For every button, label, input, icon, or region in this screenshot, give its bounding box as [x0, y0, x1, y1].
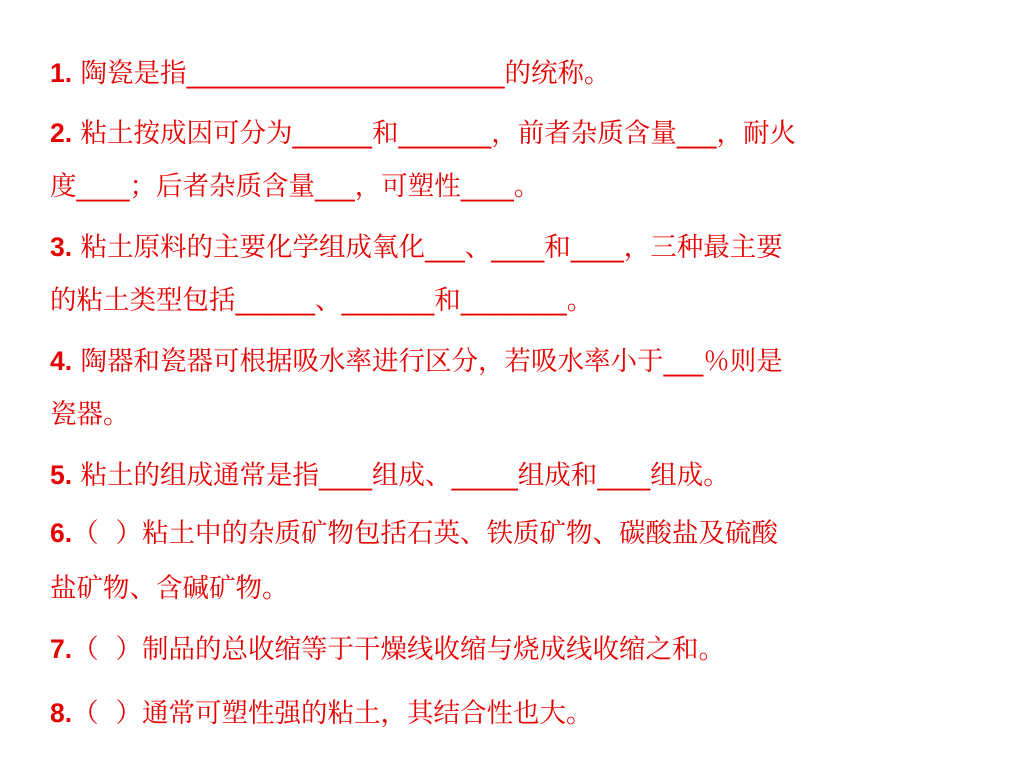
question-number: 4. [50, 346, 73, 376]
question-1 [50, 44, 1015, 103]
question-5 [50, 446, 1015, 505]
question-text: 瓷器。 [50, 399, 130, 430]
question-number: 1. [50, 58, 73, 88]
question-2-continued [50, 158, 1015, 216]
question-text: 的粘土类型包括______、_______和________。 [50, 285, 594, 316]
question-number: 3. [50, 232, 73, 262]
question-number: 5. [50, 460, 73, 490]
question-text: （ ）粘土中的杂质矿物包括石英、铁质矿物、碳酸盐及硫酸 [72, 518, 778, 549]
question-text: （ ）制品的总收缩等于干燥线收缩与烧成线收缩之和。 [72, 634, 725, 665]
question-8 [50, 684, 1015, 743]
question-7 [50, 620, 1015, 679]
question-text: 度____；后者杂质含量___，可塑性____。 [50, 171, 541, 202]
question-text: 陶器和瓷器可根据吸水率进行区分，若吸水率小于___％则是 [80, 346, 783, 377]
question-number: 6. [50, 518, 73, 548]
question-number: 7. [50, 634, 73, 664]
question-text: 粘土按成因可分为______和_______，前者杂质含量___，耐火 [80, 118, 797, 149]
question-2 [50, 104, 1015, 163]
question-4 [50, 332, 1015, 391]
question-text: （ ）通常可塑性强的粘土，其结合性也大。 [72, 698, 593, 729]
question-text: 陶瓷是指________________________的统称。 [80, 58, 611, 89]
question-4-continued [50, 386, 1015, 444]
question-text: 粘土原料的主要化学组成氧化___、____和____，三种最主要 [80, 232, 783, 263]
question-6-continued [50, 560, 1015, 618]
question-text: 盐矿物、含碱矿物。 [50, 573, 289, 604]
question-6 [50, 504, 1015, 563]
question-number: 2. [50, 118, 73, 148]
question-text: 粘土的组成通常是指____组成、_____组成和____组成。 [80, 460, 730, 491]
question-3-continued [50, 272, 1015, 330]
question-number: 8. [50, 698, 73, 728]
question-3 [50, 218, 1015, 277]
